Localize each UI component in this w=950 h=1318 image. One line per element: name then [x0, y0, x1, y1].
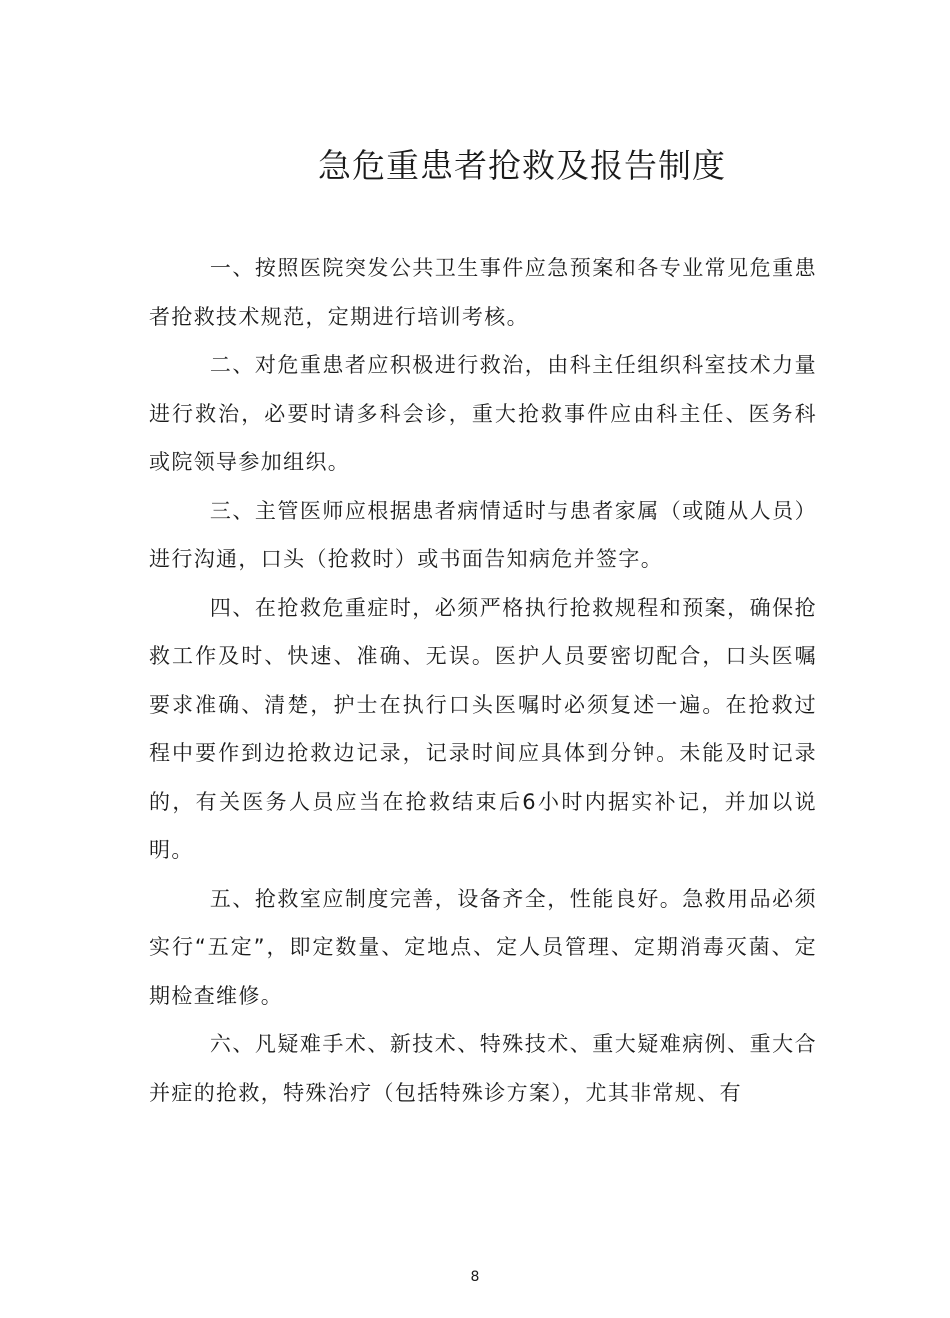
- paragraph-5: 五、抢救室应制度完善，设备齐全，性能良好。急救用品必须实行“五定”，即定数量、定地点、定人员管理、定期消毒灭菌、定期检查维修。: [149, 886, 817, 1008]
- paragraph-1: 一、按照医院突发公共卫生事件应急预案和各专业常见危重患者抢救技术规范，定期进行培训考核。: [149, 256, 817, 329]
- paragraph-3: 三、主管医师应根据患者病情适时与患者家属（或随从人员）进行沟通，口头（抢救时）或书面告知病危并签字。: [149, 498, 817, 571]
- paragraph-2: 二、对危重患者应积极进行救治，由科主任组织科室技术力量进行救治，必要时请多科会诊，重大抢救事件应由科主任、医务科或院领导参加组织。: [149, 353, 817, 474]
- document-title: 急危重患者抢救及报告制度: [318, 146, 726, 185]
- document-body: [149, 244, 817, 1117]
- paragraph-4: 四、在抢救危重症时，必须严格执行抢救规程和预案，确保抢救工作及时、快速、准确、无误。医护人员要密切配合，口头医嘱要求准确、清楚，护士在执行口头医嘱时必须复述一遍。在抢救过程中要作到边抢救边记录，记录时间应具体到分钟。未能及时记录的，有关医务人员应当在抢救结束后6小时内据实补记，并加以说明。: [149, 595, 817, 862]
- page-number: 8: [470, 1269, 480, 1285]
- paragraph-6: 六、凡疑难手术、新技术、特殊技术、重大疑难病例、重大合并症的抢救，特殊治疗（包括特殊诊方案），尤其非常规、有: [149, 1032, 817, 1105]
